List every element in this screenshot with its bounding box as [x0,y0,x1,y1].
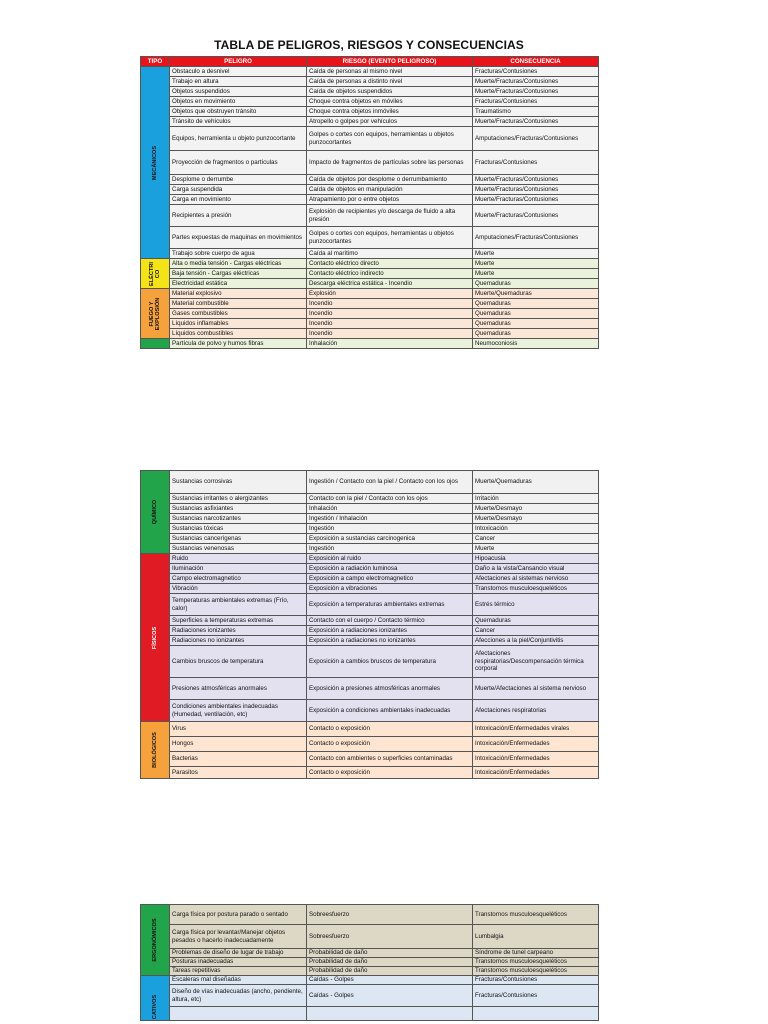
riesgo-cell: Atrapamiento por o entre objetos [307,195,473,205]
table-row [141,925,599,949]
consecuencia-cell: Fracturas/Contusiones [473,976,599,985]
consecuencia-cell: Quemaduras [473,279,599,289]
table-row [141,67,599,77]
table-row [141,949,599,958]
peligro-cell: Sustancias tóxicas [170,524,307,534]
table-row [141,564,599,574]
peligro-cell: Posturas inadecuadas [170,958,307,967]
table-row [141,259,599,269]
peligro-cell [170,1007,307,1021]
riesgo-cell: Exposición a radiaciones no ionizantes [307,636,473,646]
consecuencia-cell: Síndrome de tunel carpeano [473,949,599,958]
table-row [141,329,599,339]
peligro-cell: Desplome o derrumbe [170,175,307,185]
riesgo-cell: Exposición a temperaturas ambientales extremas [307,594,473,616]
header-peligro: PELIGRO [170,57,307,67]
table-row [141,626,599,636]
peligro-cell: Iluminación [170,564,307,574]
page-title: TABLA DE PELIGROS, RIESGOS Y CONSECUENCIAS [214,38,524,52]
consecuencia-cell: Intoxicación/Enfermedades [473,752,599,767]
peligro-cell: Escaleras mal diseñadas [170,976,307,985]
peligro-cell: Parasitos [170,767,307,779]
peligro-cell: Objetos suspendidos [170,87,307,97]
consecuencia-cell: Muerte [473,544,599,554]
hazard-table-block-1 [140,56,599,349]
riesgo-cell: Atropello o golpes por vehículos [307,117,473,127]
consecuencia-cell: Intoxicación/Enfermedades virales [473,722,599,737]
table-row [141,269,599,279]
consecuencia-cell: Transtornos musculoesqueléticos [473,958,599,967]
riesgo-cell: Ingestión / Contacto con la piel / Contacto con los ojos [307,471,473,494]
consecuencia-cell: Afectaciones al sistemas nervioso [473,574,599,584]
table-row [141,976,599,985]
consecuencia-cell: Muerte/Desmayo [473,514,599,524]
consecuencia-cell: Transtornos musculoesqueléticos [473,905,599,925]
consecuencia-cell: Muerte/Fracturas/Contusiones [473,87,599,97]
consecuencia-cell: Cancer [473,626,599,636]
riesgo-cell: Caídas - Golpes [307,985,473,1007]
peligro-cell: Electricidad estática [170,279,307,289]
peligro-cell: Sustancias corrosivas [170,471,307,494]
riesgo-cell: Incendio [307,309,473,319]
consecuencia-cell: Afectaciones respiratorias/Descompensación térmica corporal [473,646,599,678]
consecuencia-cell: Traumatismo [473,107,599,117]
riesgo-cell: Impacto de fragmentos de partículas sobre las personas [307,151,473,175]
peligro-cell: Cambios bruscos de temperatura [170,646,307,678]
peligro-cell: Objetos en movimiento [170,97,307,107]
peligro-cell: Hongos [170,737,307,752]
consecuencia-cell: Daño a la vista/Cansancio visual [473,564,599,574]
peligro-cell: Carga física por levantar/Manejar objetos pesados o hacerlo inadecuadamente [170,925,307,949]
table-row [141,722,599,737]
table-row [141,195,599,205]
riesgo-cell: Explosión [307,289,473,299]
consecuencia-cell: Quemaduras [473,616,599,626]
consecuencia-cell: Muerte/Fracturas/Contusiones [473,205,599,227]
consecuencia-cell: Neumoconiosis [473,339,599,349]
peligro-cell: Partes expuestas de maquinas en movimientos [170,227,307,249]
riesgo-cell: Contacto o exposición [307,722,473,737]
riesgo-cell: Sobreesfuerzo [307,905,473,925]
consecuencia-cell: Lumbalgia [473,925,599,949]
consecuencia-cell: Estrés térmico [473,594,599,616]
table-row [141,737,599,752]
riesgo-cell: Inhalación [307,504,473,514]
riesgo-cell: Exposición a campo electromagnetico [307,574,473,584]
peligro-cell: Radiaciones ionizantes [170,626,307,636]
riesgo-cell: Contacto o exposición [307,767,473,779]
riesgo-cell: Exposición a vibraciones [307,584,473,594]
consecuencia-cell: Afecciones a la piel/Conjuntivitis [473,636,599,646]
riesgo-cell: Golpes o cortes con equipos, herramientas u objetos punzocortantes [307,127,473,151]
category-ergonomicos: ERGONÓMICOS [141,905,170,976]
peligro-cell: Alta o media tensión - Cargas eléctricas [170,259,307,269]
peligro-cell: Sustancias asfixiantes [170,504,307,514]
table-row [141,107,599,117]
table-row [141,471,599,494]
table-row [141,127,599,151]
consecuencia-cell: Quemaduras [473,309,599,319]
category-quimico: QUÍMICO [141,471,170,554]
table-row [141,249,599,259]
category-electrico: ELÉCTRI CO [141,259,170,289]
table-row [141,985,599,1007]
table-row [141,524,599,534]
riesgo-cell: Caída de personas al mismo nivel [307,67,473,77]
table-row [141,767,599,779]
peligro-cell: Problemas de diseño de lugar de trabajo [170,949,307,958]
peligro-cell: Condiciones ambientales inadecuadas (Humedad, ventilación, etc) [170,700,307,722]
peligro-cell: Carga suspendida [170,185,307,195]
table-row [141,87,599,97]
peligro-cell: Virus [170,722,307,737]
consecuencia-cell: Cancer [473,534,599,544]
peligro-cell: Gases combustibles [170,309,307,319]
consecuencia-cell: Muerte/Fracturas/Contusiones [473,117,599,127]
table-row [141,289,599,299]
consecuencia-cell: Muerte/Quemaduras [473,289,599,299]
table-row [141,227,599,249]
table-row [141,752,599,767]
riesgo-cell: Incendio [307,329,473,339]
riesgo-cell: Golpes o cortes con equipos, herramientas u objetos punzocortantes [307,227,473,249]
table-row [141,77,599,87]
peligro-cell: Líquidos combustibles [170,329,307,339]
riesgo-cell: Explosión de recipientes y/o descarga de fluido a alta presión [307,205,473,227]
hazard-table-block-2 [140,470,599,779]
peligro-cell: Tránsito de vehículos [170,117,307,127]
riesgo-cell: Choque contra objetos inmóviles [307,107,473,117]
header-tipo: TIPO [141,57,170,67]
peligro-cell: Líquidos inflamables [170,319,307,329]
riesgo-cell: Exposición al ruido [307,554,473,564]
header-riesgo: RIESGO (EVENTO PELIGROSO) [307,57,473,67]
consecuencia-cell: Muerte/Fracturas/Contusiones [473,175,599,185]
peligro-cell: Superficies a temperaturas extremas [170,616,307,626]
table-row [141,636,599,646]
riesgo-cell: Contacto o exposición [307,737,473,752]
peligro-cell: Sustancias irritantes o alergizantes [170,494,307,504]
table-row [141,319,599,329]
peligro-cell: Recipientes a presión [170,205,307,227]
consecuencia-cell: Afectaciones respiratorias [473,700,599,722]
consecuencia-cell: Irritación [473,494,599,504]
consecuencia-cell: Fracturas/Contusiones [473,151,599,175]
consecuencia-cell: Fracturas/Contusiones [473,97,599,107]
riesgo-cell: Incendio [307,299,473,309]
consecuencia-cell: Muerte/Desmayo [473,504,599,514]
peligro-cell: Baja tensión - Cargas eléctricas [170,269,307,279]
table-row [141,339,599,349]
riesgo-cell [307,1007,473,1021]
consecuencia-cell: Fracturas/Contusiones [473,985,599,1007]
peligro-cell: Trabajo sobre cuerpo de agua [170,249,307,259]
peligro-cell: Equipos, herramienta u objeto punzocortante [170,127,307,151]
consecuencia-cell: Amputaciones/Fracturas/Contusiones [473,127,599,151]
riesgo-cell: Caídas - Golpes [307,976,473,985]
peligro-cell: Obstaculo a desnivel [170,67,307,77]
riesgo-cell: Exposición a cambios bruscos de temperatura [307,646,473,678]
table-row [141,175,599,185]
riesgo-cell: Probabilidad de daño [307,958,473,967]
peligro-cell: Material explosivo [170,289,307,299]
peligro-cell: Campo electromagnetico [170,574,307,584]
peligro-cell: Ruido [170,554,307,564]
peligro-cell: Objetos que obstruyen tránsito [170,107,307,117]
riesgo-cell: Sobreesfuerzo [307,925,473,949]
table-row [141,584,599,594]
peligro-cell: Bacterias [170,752,307,767]
riesgo-cell: Contacto con la piel / Contacto con los ojos [307,494,473,504]
peligro-cell: Proyección de fragmentos o partículas [170,151,307,175]
peligro-cell: Tareas repetitivas [170,967,307,976]
block-3-body [141,905,599,1021]
table-row [141,185,599,195]
riesgo-cell: Caída de objetos suspendidos [307,87,473,97]
consecuencia-cell: Transtornos musculoesqueléticos [473,967,599,976]
table-row [141,967,599,976]
riesgo-cell: Caída de personas a distinto nivel [307,77,473,87]
peligro-cell: Temperaturas ambientales extremas (Frío, calor) [170,594,307,616]
riesgo-cell: Exposición a sustancias carcinogenica [307,534,473,544]
block-2-body [141,471,599,779]
riesgo-cell: Exposición a condiciones ambientales inadecuadas [307,700,473,722]
block-1-body [141,67,599,349]
riesgo-cell: Contacto con ambientes o superficies contaminadas [307,752,473,767]
consecuencia-cell: Muerte/Afectaciones al sistema nervioso [473,678,599,700]
peligro-cell: Sustancias venenosas [170,544,307,554]
category-mecanicos: MECÁNICOS [141,67,170,259]
peligro-cell: Diseño de vías inadecuadas (ancho, pendiente, altura, etc) [170,985,307,1007]
peligro-cell: Sustancias narcotizantes [170,514,307,524]
consecuencia-cell: Intoxicación [473,524,599,534]
table-row [141,646,599,678]
consecuencia-cell: Muerte [473,259,599,269]
peligro-cell: Vibración [170,584,307,594]
peligro-cell: Sustancias cancerígenas [170,534,307,544]
table-row [141,504,599,514]
table-row [141,534,599,544]
consecuencia-cell: Muerte/Fracturas/Contusiones [473,195,599,205]
table-row [141,117,599,127]
table-row [141,958,599,967]
consecuencia-cell: Intoxicación/Enfermedades [473,767,599,779]
table-row [141,151,599,175]
consecuencia-cell [473,1007,599,1021]
consecuencia-cell: Transtornos musculoesqueléticos [473,584,599,594]
hazard-table-block-3 [140,904,599,1021]
riesgo-cell: Choque contra objetos en móviles [307,97,473,107]
peligro-cell: Presiones atmosféricas anormales [170,678,307,700]
riesgo-cell: Ingestión / Inhalación [307,514,473,524]
riesgo-cell: Exposición a radiaciones ionizantes [307,626,473,636]
riesgo-cell: Exposición a presiones atmosféricas anormales [307,678,473,700]
consecuencia-cell: Intoxicación/Enfermedades [473,737,599,752]
table-row [141,1007,599,1021]
consecuencia-cell: Quemaduras [473,299,599,309]
riesgo-cell: Contacto con el cuerpo / Contacto térmico [307,616,473,626]
peligro-cell: Material combustible [170,299,307,309]
table-row [141,205,599,227]
category-fisicos: FÍSICOS [141,554,170,722]
riesgo-cell: Incendio [307,319,473,329]
table-row [141,678,599,700]
riesgo-cell: Inhalación [307,339,473,349]
table-header-row [141,57,599,67]
table-row [141,574,599,584]
category-quimico-top [141,339,170,349]
riesgo-cell: Caída de objetos en manipulación [307,185,473,195]
peligro-cell: Carga en movimiento [170,195,307,205]
peligro-cell: Partícula de polvo y humos fibras [170,339,307,349]
table-row [141,309,599,319]
table-row [141,544,599,554]
riesgo-cell: Contacto eléctrico indirecto [307,269,473,279]
riesgo-cell: Probabilidad de daño [307,949,473,958]
table-row [141,514,599,524]
table-row [141,700,599,722]
table-row [141,494,599,504]
riesgo-cell: Ingestión [307,524,473,534]
consecuencia-cell: Quemaduras [473,329,599,339]
table-row [141,279,599,289]
table-row [141,905,599,925]
consecuencia-cell: Hipoacusia [473,554,599,564]
peligro-cell: Radiaciones no ionizantes [170,636,307,646]
table-row [141,594,599,616]
consecuencia-cell: Muerte/Fracturas/Contusiones [473,185,599,195]
consecuencia-cell: Muerte/Quemaduras [473,471,599,494]
riesgo-cell: Contacto eléctrico directo [307,259,473,269]
peligro-cell: Trabajo en altura [170,77,307,87]
riesgo-cell: Descarga eléctrica estática - Incendio [307,279,473,289]
table-row [141,616,599,626]
category-fuego: FUEGO Y EXPLOSIÓN [141,289,170,339]
category-locativos: CATIVOS [141,976,170,1021]
table-row [141,97,599,107]
consecuencia-cell: Muerte [473,249,599,259]
riesgo-cell: Exposición a radiación luminosa [307,564,473,574]
table-row [141,299,599,309]
table-row [141,554,599,564]
consecuencia-cell: Muerte [473,269,599,279]
category-biologicos: BIOLÓGICOS [141,722,170,779]
peligro-cell: Carga física por postura parado o sentado [170,905,307,925]
consecuencia-cell: Quemaduras [473,319,599,329]
riesgo-cell: Caída al marítimo [307,249,473,259]
riesgo-cell: Caída de objetos por desplome o derrumbamiento [307,175,473,185]
riesgo-cell: Probabilidad de daño [307,967,473,976]
consecuencia-cell: Amputaciones/Fracturas/Contusiones [473,227,599,249]
header-consecuencia: CONSECUENCIA [473,57,599,67]
consecuencia-cell: Muerte/Fracturas/Contusiones [473,77,599,87]
riesgo-cell: Ingestión [307,544,473,554]
consecuencia-cell: Fracturas/Contusiones [473,67,599,77]
